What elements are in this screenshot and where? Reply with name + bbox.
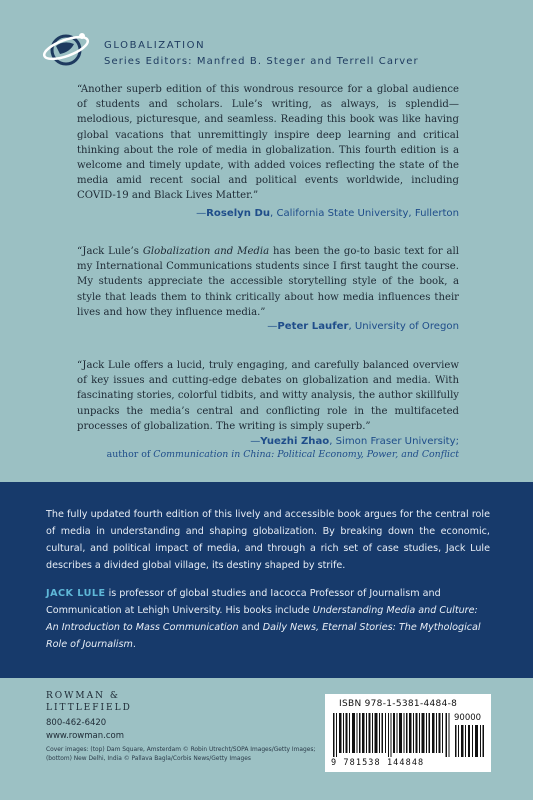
reviewer-affiliation: , University of Oregon: [348, 321, 459, 332]
author-bio: [46, 585, 490, 653]
publisher-logo: [46, 690, 132, 714]
quote-text: “Jack Lule’s: [77, 246, 143, 257]
book-description: The fully updated fourth edition of this lively and accessible book argues for the central role of media in understanding and shaping globalization. By breaking down the economic, cultural, and political impact of media, and through a rich set of case studies, Jack Lule describes a divided global village, its destiny shaped by strife.: [46, 509, 490, 571]
attribution-dash: —: [196, 208, 207, 219]
publisher-website: www.rowman.com: [46, 731, 124, 741]
series-title: GLOBALIZATION: [104, 40, 206, 51]
series-editors: Series Editors: Manfred B. Steger and Terrell Carver: [104, 56, 419, 67]
attribution-dash: —: [267, 321, 278, 332]
reviewer-name: Yuezhi Zhao: [260, 436, 330, 447]
review-quote-2: [77, 244, 459, 320]
review-attribution-1: [196, 206, 459, 221]
review-quote-3: “Jack Lule offers a lucid, truly engaging, and carefully balanced overview of key issues and cutting-edge debates on globalization and media. With fascinating stories, colorful tidbits, and witty analysis, the author skillfully unpacks the media’s central and conflicting role in the multifaceted processes of globalization. The writing is simply superb.”: [77, 360, 459, 432]
barcode-bars: [333, 713, 451, 757]
isbn-number: ISBN 978-1-5381-4484-8: [339, 699, 458, 709]
reviewer-affiliation: , Simon Fraser University;: [329, 436, 459, 447]
review-attribution-3-line2: [107, 449, 459, 460]
author-bio-text: .: [132, 639, 136, 650]
publisher-phone: 800-462-6420: [46, 718, 107, 728]
author-name: JACK LULE: [46, 588, 106, 599]
author-bio-text: is professor of global studies and Iacocca Professor of Journalism and Communication at Lehigh University. His books include: [46, 588, 441, 616]
reviewer-name: Peter Laufer: [277, 321, 349, 332]
price-code: 90000: [454, 713, 482, 723]
attribution-book-title: Communication in China: Political Economy, Power, and Conflict: [153, 449, 459, 460]
author-bio-text: and: [238, 622, 263, 633]
attribution-dash: —: [250, 436, 261, 447]
review-attribution-2: [267, 319, 459, 334]
publisher-name-line2: LITTLEFIELD: [46, 703, 132, 713]
author-book-title: Understanding Media and Culture: An Introduction to Mass Communication: [46, 605, 478, 633]
isbn-barcode: [325, 694, 491, 772]
quote-text: has been the go-to basic text for all my International Communications students since I first taught the course. My students appreciate the accessible storytelling style of the book, a style that leads them to think critically about how media influences their lives and how they influence media.”: [77, 246, 460, 318]
review-quote-1: “Another superb edition of this wondrous resource for a global audience of students and scholars. Lule’s writing, as always, is splendid—melodious, picturesque, and seamless. Reading this book was like having global vacations that unremittingly inspire deep learning and critical thinking about the role of media in globalization. This fourth edition is a welcome and timely update, with added voices reflecting the state of the media amid recent social and political events worldwide, including COVID-19 and Black Lives Matter.”: [77, 84, 459, 202]
reviewer-name: Roselyn Du: [206, 208, 271, 219]
cover-image-credits: Cover images: (top) Dam Square, Amsterdam © Robin Utrecht/SOPA Images/Getty Images; (bottom) New Delhi, India © Pallava Bagla/Corbis News/Getty Images: [46, 747, 316, 762]
barcode-digits: 9 781538 144848: [331, 758, 425, 768]
publisher-name-line1: ROWMAN &: [46, 691, 120, 701]
attribution-prefix: author of: [106, 449, 154, 460]
globe-logo-icon: [42, 26, 92, 70]
review-attribution-3: [250, 434, 459, 449]
reviewer-affiliation: , California State University, Fullerton: [270, 208, 459, 219]
price-barcode-bars: [455, 725, 485, 757]
quote-book-title: Globalization and Media: [142, 246, 270, 257]
author-book-title: Daily News, Eternal Stories: The Mythological Role of Journalism: [46, 622, 481, 650]
